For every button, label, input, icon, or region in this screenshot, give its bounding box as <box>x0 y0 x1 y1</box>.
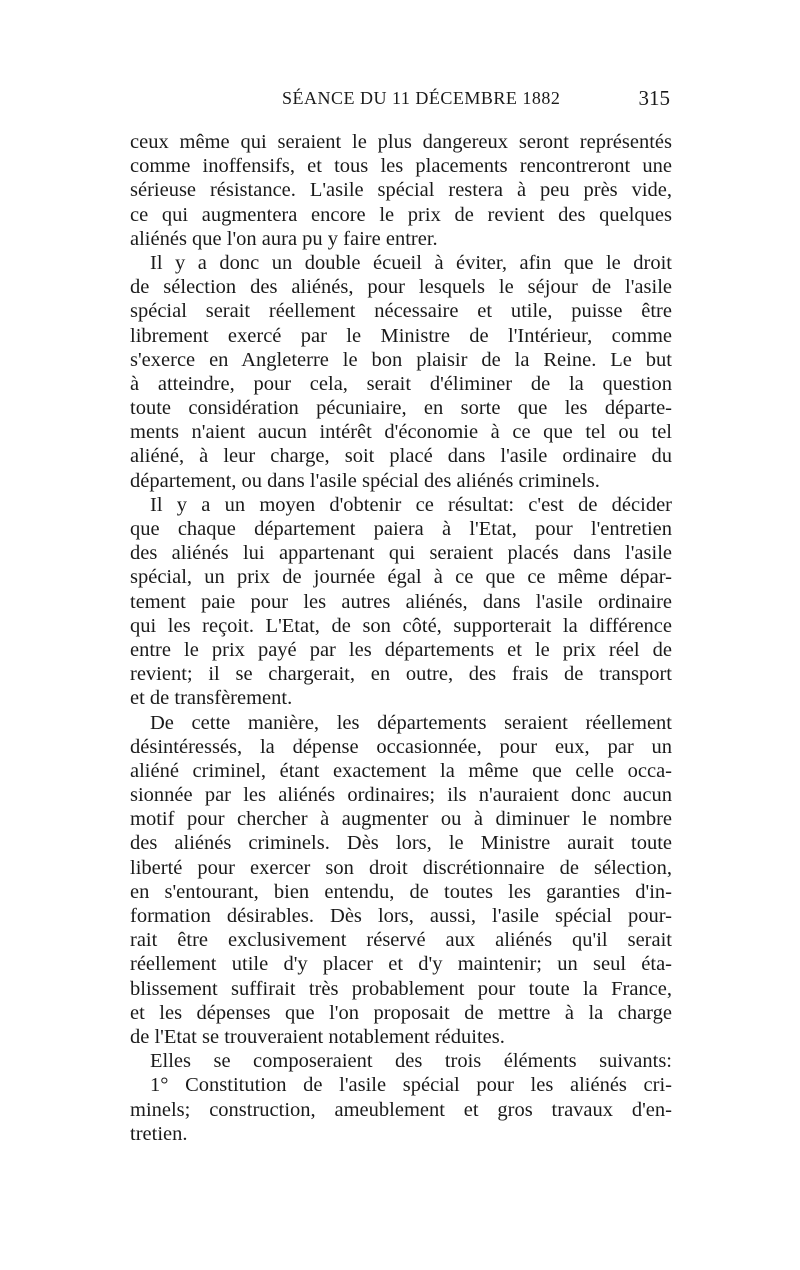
running-title: SÉANCE DU 11 DÉCEMBRE 1882 <box>282 88 561 108</box>
text-line: en s'entourant, bien entendu, de toutes les garanties d'in- <box>130 880 672 903</box>
running-head <box>130 88 670 118</box>
body-text <box>130 130 672 1146</box>
text-line: spécial, un prix de journée égal à ce que ce même dépar- <box>130 566 672 589</box>
text-line: revient; il se chargerait, en outre, des frais de transport <box>130 663 672 686</box>
text-line: Il y a donc un double écueil à éviter, afin que le droit <box>150 251 672 274</box>
text-line: 1° Constitution de l'asile spécial pour les aliénés cri- <box>150 1074 672 1097</box>
text-line: à atteindre, pour cela, serait d'éliminer de la question <box>130 372 672 395</box>
text-line: spécial serait réellement nécessaire et utile, puisse être <box>130 300 672 323</box>
text-line: comme inoffensifs, et tous les placements rencontreront une <box>130 155 672 178</box>
text-line: Elles se composeraient des trois éléments suivants: <box>150 1050 672 1073</box>
text-line: motif pour chercher à augmenter ou à diminuer le nombre <box>130 808 672 831</box>
text-line: des aliénés lui appartenant qui seraient placés dans l'asile <box>130 542 672 565</box>
text-line: minels; construction, ameublement et gros travaux d'en- <box>130 1098 672 1121</box>
text-line: rait être exclusivement réservé aux aliénés qu'il serait <box>130 929 672 952</box>
text-line: tretien. <box>130 1122 188 1145</box>
text-line: entre le prix payé par les départements et le prix réel de <box>130 638 672 661</box>
text-line: réellement utile d'y placer et d'y maintenir; un seul éta- <box>130 953 672 976</box>
text-line: aliéné, à leur charge, soit placé dans l'asile ordinaire du <box>130 445 672 468</box>
text-line: liberté pour exercer son droit discrétionnaire de sélection, <box>130 856 672 879</box>
text-line: s'exerce en Angleterre le bon plaisir de la Reine. Le but <box>130 348 672 371</box>
text-line: des aliénés criminels. Dès lors, le Ministre aurait toute <box>130 832 672 855</box>
text-line: sionnée par les aliénés ordinaires; ils n'auraient donc aucun <box>130 784 672 807</box>
text-line: Il y a un moyen d'obtenir ce résultat: c'est de décider <box>150 493 672 516</box>
text-line: toute considération pécuniaire, en sorte que les départe- <box>130 397 672 420</box>
text-line: aliéné criminel, étant exactement la même que celle occa- <box>130 759 672 782</box>
text-line: De cette manière, les départements seraient réellement <box>150 711 672 734</box>
text-line: ceux même qui seraient le plus dangereux seront représentés <box>130 131 672 153</box>
page-number: 315 <box>638 86 670 110</box>
text-line: que chaque département paiera à l'Etat, pour l'entretien <box>130 518 672 540</box>
text-line: département, ou dans l'asile spécial des aliénés criminels. <box>130 469 600 492</box>
text-line: sérieuse résistance. L'asile spécial restera à peu près vide, <box>130 179 672 202</box>
text-line: tement paie pour les autres aliénés, dans l'asile ordinaire <box>130 590 672 613</box>
text-line: et les dépenses que l'on proposait de mettre à la charge <box>130 1001 672 1024</box>
text-line: de l'Etat se trouveraient notablement réduites. <box>130 1025 505 1048</box>
text-line: désintéressés, la dépense occasionnée, pour eux, par un <box>130 735 672 758</box>
text-line: et de transfèrement. <box>130 687 293 710</box>
text-line: ce qui augmentera encore le prix de revient des quelques <box>130 203 672 226</box>
text-line: qui les reçoit. L'Etat, de son côté, supporterait la différence <box>130 614 672 637</box>
text-line: de sélection des aliénés, pour lesquels le séjour de l'asile <box>130 276 672 299</box>
text-line: formation désirables. Dès lors, aussi, l'asile spécial pour- <box>130 905 672 927</box>
text-line: aliénés que l'on aura pu y faire entrer. <box>130 227 438 250</box>
text-line: librement exercé par le Ministre de l'Intérieur, comme <box>130 324 672 347</box>
text-line: blissement suffirait très probablement pour toute la France, <box>130 977 672 1000</box>
text-line: ments n'aient aucun intérêt d'économie à ce que tel ou tel <box>130 421 672 444</box>
